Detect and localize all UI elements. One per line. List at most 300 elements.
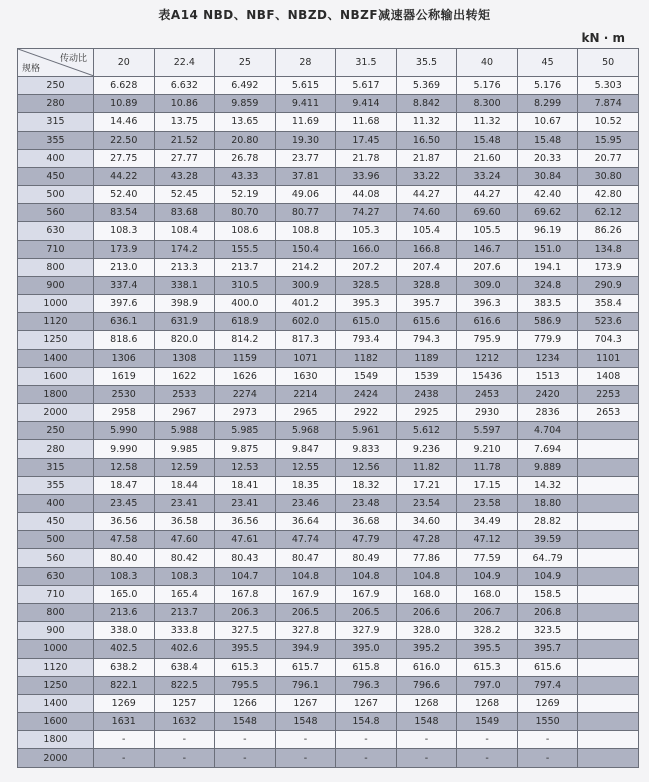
torque-cell: 10.67	[517, 113, 578, 131]
size-cell: 355	[18, 476, 94, 494]
torque-cell: -	[336, 749, 397, 768]
torque-cell: 27.77	[154, 149, 215, 167]
torque-cell: 47.28	[396, 531, 457, 549]
torque-cell	[578, 476, 639, 494]
torque-cell: 10.89	[94, 95, 155, 113]
torque-cell: 1269	[517, 694, 578, 712]
torque-cell: 105.5	[457, 222, 518, 240]
table-row	[18, 549, 639, 567]
torque-cell: 1622	[154, 367, 215, 385]
torque-cell: 47.74	[275, 531, 336, 549]
torque-cell: 213.7	[154, 603, 215, 621]
torque-cell: 394.9	[275, 640, 336, 658]
size-cell: 280	[18, 95, 94, 113]
size-axis-label: 规格	[22, 64, 41, 74]
torque-cell: 21.60	[457, 149, 518, 167]
torque-cell: 69.62	[517, 204, 578, 222]
torque-cell: 104.9	[517, 567, 578, 585]
torque-cell: 5.961	[336, 422, 397, 440]
torque-cell: 12.55	[275, 458, 336, 476]
torque-cell: 11.82	[396, 458, 457, 476]
torque-cell	[578, 658, 639, 676]
torque-cell: 23.41	[154, 494, 215, 512]
torque-cell: 602.0	[275, 313, 336, 331]
torque-cell: 9.985	[154, 440, 215, 458]
torque-cell: 44.27	[396, 186, 457, 204]
torque-cell: 2922	[336, 404, 397, 422]
size-cell: 900	[18, 276, 94, 294]
table-row	[18, 658, 639, 676]
size-cell: 710	[18, 240, 94, 258]
ratio-header: 20	[94, 49, 155, 77]
torque-cell: -	[457, 731, 518, 749]
torque-cell: 797.4	[517, 676, 578, 694]
torque-cell: 4.704	[517, 422, 578, 440]
torque-cell: 34.60	[396, 513, 457, 531]
torque-cell: 395.7	[396, 295, 457, 313]
torque-cell: 12.58	[94, 458, 155, 476]
torque-cell: 5.617	[336, 77, 397, 95]
size-cell: 500	[18, 531, 94, 549]
torque-cell: 104.9	[457, 567, 518, 585]
torque-cell: 86.26	[578, 222, 639, 240]
torque-cell: 19.30	[275, 131, 336, 149]
torque-cell: 207.4	[396, 258, 457, 276]
torque-cell: 615.7	[275, 658, 336, 676]
torque-cell: 383.5	[517, 295, 578, 313]
torque-cell	[578, 440, 639, 458]
torque-cell: 213.7	[215, 258, 276, 276]
torque-cell: 18.80	[517, 494, 578, 512]
torque-table	[17, 48, 639, 768]
torque-cell: 213.6	[94, 603, 155, 621]
torque-cell: 206.3	[215, 603, 276, 621]
table-row	[18, 694, 639, 712]
size-cell: 1600	[18, 367, 94, 385]
size-cell: 800	[18, 258, 94, 276]
torque-cell: 108.8	[275, 222, 336, 240]
torque-cell: 9.859	[215, 95, 276, 113]
torque-cell: 793.4	[336, 331, 397, 349]
torque-cell: 80.40	[94, 549, 155, 567]
torque-cell: 11.32	[457, 113, 518, 131]
torque-cell: -	[154, 749, 215, 768]
torque-cell: 36.56	[215, 513, 276, 531]
size-cell: 560	[18, 204, 94, 222]
size-cell: 1600	[18, 713, 94, 731]
ratio-axis-label: 传动比	[59, 54, 87, 64]
table-title: 表A14 NBD、NBF、NBZD、NBZF减速器公称输出转矩	[158, 8, 491, 22]
torque-cell: 8.299	[517, 95, 578, 113]
torque-cell: -	[94, 731, 155, 749]
table-row	[18, 640, 639, 658]
torque-cell: 2438	[396, 385, 457, 403]
torque-cell: 402.6	[154, 640, 215, 658]
torque-cell: 1548	[396, 713, 457, 731]
torque-cell: 7.694	[517, 440, 578, 458]
torque-cell: 615.6	[517, 658, 578, 676]
table-row	[18, 476, 639, 494]
torque-cell: 8.842	[396, 95, 457, 113]
torque-cell: 817.3	[275, 331, 336, 349]
torque-cell: 820.0	[154, 331, 215, 349]
torque-cell: 1631	[94, 713, 155, 731]
torque-cell: 324.8	[517, 276, 578, 294]
torque-cell: 9.210	[457, 440, 518, 458]
torque-cell: 618.9	[215, 313, 276, 331]
torque-cell: 615.0	[336, 313, 397, 331]
torque-cell: 44.22	[94, 167, 155, 185]
torque-cell: -	[517, 749, 578, 768]
torque-cell: -	[396, 749, 457, 768]
torque-cell: 1182	[336, 349, 397, 367]
torque-cell: 146.7	[457, 240, 518, 258]
torque-cell: 213.3	[154, 258, 215, 276]
torque-cell: 300.9	[275, 276, 336, 294]
size-cell: 1000	[18, 295, 94, 313]
torque-cell: 615.8	[336, 658, 397, 676]
torque-cell: 108.4	[154, 222, 215, 240]
torque-cell: 1268	[457, 694, 518, 712]
torque-cell: 23.46	[275, 494, 336, 512]
corner-header	[18, 49, 94, 77]
torque-cell: 9.833	[336, 440, 397, 458]
torque-cell: 822.5	[154, 676, 215, 694]
torque-cell: 12.59	[154, 458, 215, 476]
size-cell: 630	[18, 222, 94, 240]
size-cell: 400	[18, 494, 94, 512]
torque-cell: 796.3	[336, 676, 397, 694]
table-row	[18, 385, 639, 403]
torque-cell: 43.33	[215, 167, 276, 185]
torque-cell: 5.615	[275, 77, 336, 95]
torque-cell: 1306	[94, 349, 155, 367]
torque-cell: 21.78	[336, 149, 397, 167]
torque-cell: 105.3	[336, 222, 397, 240]
torque-cell: 44.27	[457, 186, 518, 204]
torque-cell: 36.56	[94, 513, 155, 531]
torque-cell: 5.612	[396, 422, 457, 440]
size-cell: 315	[18, 113, 94, 131]
torque-cell: 18.35	[275, 476, 336, 494]
torque-cell: 37.81	[275, 167, 336, 185]
torque-cell: 33.24	[457, 167, 518, 185]
torque-cell: 104.8	[275, 567, 336, 585]
torque-cell: 36.58	[154, 513, 215, 531]
torque-cell: -	[275, 749, 336, 768]
torque-cell: 23.41	[215, 494, 276, 512]
torque-cell: 108.3	[94, 567, 155, 585]
torque-cell	[578, 585, 639, 603]
torque-cell: 2530	[94, 385, 155, 403]
torque-cell: 5.990	[94, 422, 155, 440]
torque-cell: 30.84	[517, 167, 578, 185]
torque-cell: 822.1	[94, 676, 155, 694]
torque-cell: 206.5	[275, 603, 336, 621]
torque-cell: 207.6	[457, 258, 518, 276]
torque-cell: 9.875	[215, 440, 276, 458]
torque-cell: 80.70	[215, 204, 276, 222]
torque-cell: 194.1	[517, 258, 578, 276]
table-row	[18, 131, 639, 149]
torque-cell: 173.9	[94, 240, 155, 258]
torque-cell: 1408	[578, 367, 639, 385]
torque-cell: 20.80	[215, 131, 276, 149]
torque-cell: 395.5	[457, 640, 518, 658]
ratio-header: 31.5	[336, 49, 397, 77]
torque-cell: 11.78	[457, 458, 518, 476]
torque-cell: 638.2	[94, 658, 155, 676]
torque-cell: 11.68	[336, 113, 397, 131]
size-cell: 710	[18, 585, 94, 603]
torque-cell: 34.49	[457, 513, 518, 531]
torque-cell: 396.3	[457, 295, 518, 313]
size-cell: 1120	[18, 658, 94, 676]
torque-cell: 9.889	[517, 458, 578, 476]
torque-cell: 13.75	[154, 113, 215, 131]
torque-cell: 2253	[578, 385, 639, 403]
torque-cell: 74.60	[396, 204, 457, 222]
torque-cell	[578, 494, 639, 512]
torque-cell: 1630	[275, 367, 336, 385]
torque-cell: 615.6	[396, 313, 457, 331]
torque-cell: 206.7	[457, 603, 518, 621]
torque-cell: 2214	[275, 385, 336, 403]
torque-cell: 631.9	[154, 313, 215, 331]
torque-cell: 9.847	[275, 440, 336, 458]
torque-cell: 80.77	[275, 204, 336, 222]
torque-cell: 1189	[396, 349, 457, 367]
table-row	[18, 404, 639, 422]
torque-cell: 83.54	[94, 204, 155, 222]
torque-cell: 10.86	[154, 95, 215, 113]
table-row	[18, 349, 639, 367]
torque-cell: 1267	[275, 694, 336, 712]
size-cell: 900	[18, 622, 94, 640]
torque-cell: 9.236	[396, 440, 457, 458]
torque-cell: 2965	[275, 404, 336, 422]
torque-cell: 1101	[578, 349, 639, 367]
size-cell: 2000	[18, 749, 94, 768]
torque-cell: 206.5	[336, 603, 397, 621]
torque-cell: 795.9	[457, 331, 518, 349]
torque-cell	[578, 567, 639, 585]
torque-cell: 36.68	[336, 513, 397, 531]
torque-cell: 2453	[457, 385, 518, 403]
torque-cell: 797.0	[457, 676, 518, 694]
torque-cell: 23.45	[94, 494, 155, 512]
table-row	[18, 749, 639, 768]
torque-cell: 11.69	[275, 113, 336, 131]
torque-cell: 616.6	[457, 313, 518, 331]
torque-cell: 5.303	[578, 77, 639, 95]
torque-cell: 167.8	[215, 585, 276, 603]
torque-cell: 795.5	[215, 676, 276, 694]
torque-cell: 12.56	[336, 458, 397, 476]
ratio-header: 40	[457, 49, 518, 77]
torque-cell: 1549	[457, 713, 518, 731]
torque-cell: 213.0	[94, 258, 155, 276]
table-row	[18, 186, 639, 204]
torque-cell: 168.0	[396, 585, 457, 603]
table-row	[18, 204, 639, 222]
torque-cell: 33.96	[336, 167, 397, 185]
torque-cell: 1212	[457, 349, 518, 367]
torque-cell: 39.59	[517, 531, 578, 549]
torque-cell: 523.6	[578, 313, 639, 331]
torque-cell: 18.41	[215, 476, 276, 494]
torque-cell	[578, 422, 639, 440]
torque-cell: 52.40	[94, 186, 155, 204]
torque-cell: 155.5	[215, 240, 276, 258]
torque-cell: 328.5	[336, 276, 397, 294]
size-cell: 1400	[18, 349, 94, 367]
torque-cell: 134.8	[578, 240, 639, 258]
torque-cell: 1539	[396, 367, 457, 385]
torque-cell: 165.4	[154, 585, 215, 603]
table-row	[18, 494, 639, 512]
torque-cell	[578, 603, 639, 621]
table-row	[18, 513, 639, 531]
size-cell: 2000	[18, 404, 94, 422]
torque-cell: 338.0	[94, 622, 155, 640]
torque-cell: 2930	[457, 404, 518, 422]
torque-cell: 64..79	[517, 549, 578, 567]
torque-cell: 47.79	[336, 531, 397, 549]
unit-label: kN · m	[581, 31, 625, 45]
size-cell: 250	[18, 77, 94, 95]
torque-cell: 636.1	[94, 313, 155, 331]
torque-cell: 338.1	[154, 276, 215, 294]
torque-cell: 154.8	[336, 713, 397, 731]
torque-cell: 23.48	[336, 494, 397, 512]
torque-cell: 310.5	[215, 276, 276, 294]
torque-cell: 814.2	[215, 331, 276, 349]
torque-cell: 80.43	[215, 549, 276, 567]
torque-cell: 9.414	[336, 95, 397, 113]
torque-cell: 168.0	[457, 585, 518, 603]
torque-cell: 206.6	[396, 603, 457, 621]
torque-cell: 166.0	[336, 240, 397, 258]
torque-cell: 44.08	[336, 186, 397, 204]
torque-cell: 8.300	[457, 95, 518, 113]
table-row	[18, 531, 639, 549]
ratio-header: 28	[275, 49, 336, 77]
torque-cell: 5.176	[457, 77, 518, 95]
torque-cell: 80.47	[275, 549, 336, 567]
torque-cell: 400.0	[215, 295, 276, 313]
torque-cell: 615.3	[457, 658, 518, 676]
torque-cell: 17.15	[457, 476, 518, 494]
torque-cell: 11.32	[396, 113, 457, 131]
table-row	[18, 95, 639, 113]
torque-cell: 108.3	[154, 567, 215, 585]
torque-cell: -	[275, 731, 336, 749]
torque-cell: 207.2	[336, 258, 397, 276]
torque-cell: 16.50	[396, 131, 457, 149]
size-cell: 500	[18, 186, 94, 204]
table-row	[18, 458, 639, 476]
torque-cell: 5.988	[154, 422, 215, 440]
torque-cell: 15.48	[517, 131, 578, 149]
torque-cell: 6.632	[154, 77, 215, 95]
table-row	[18, 567, 639, 585]
torque-cell: 1550	[517, 713, 578, 731]
torque-cell: 586.9	[517, 313, 578, 331]
torque-cell: 1548	[215, 713, 276, 731]
table-row	[18, 167, 639, 185]
table-row	[18, 77, 639, 95]
table-row	[18, 313, 639, 331]
torque-cell: 104.8	[336, 567, 397, 585]
torque-cell: 173.9	[578, 258, 639, 276]
torque-cell: 2274	[215, 385, 276, 403]
size-cell: 450	[18, 167, 94, 185]
torque-cell: 158.5	[517, 585, 578, 603]
torque-cell: 27.75	[94, 149, 155, 167]
torque-cell: 5.985	[215, 422, 276, 440]
torque-cell: 166.8	[396, 240, 457, 258]
torque-cell: 328.8	[396, 276, 457, 294]
table-row	[18, 585, 639, 603]
ratio-header: 50	[578, 49, 639, 77]
torque-cell: 7.874	[578, 95, 639, 113]
ratio-header: 22.4	[154, 49, 215, 77]
torque-cell: 62.12	[578, 204, 639, 222]
size-cell: 1400	[18, 694, 94, 712]
torque-cell: 794.3	[396, 331, 457, 349]
size-cell: 400	[18, 149, 94, 167]
size-cell: 1250	[18, 331, 94, 349]
torque-cell: 105.4	[396, 222, 457, 240]
torque-cell: 36.64	[275, 513, 336, 531]
torque-cell: 2836	[517, 404, 578, 422]
torque-cell: 23.77	[275, 149, 336, 167]
torque-cell: -	[396, 731, 457, 749]
torque-cell: 358.4	[578, 295, 639, 313]
torque-cell: 167.9	[336, 585, 397, 603]
torque-cell: 2424	[336, 385, 397, 403]
torque-cell: 104.7	[215, 567, 276, 585]
torque-cell: 80.42	[154, 549, 215, 567]
torque-cell: 638.4	[154, 658, 215, 676]
size-cell: 800	[18, 603, 94, 621]
torque-cell	[578, 622, 639, 640]
torque-cell: 12.53	[215, 458, 276, 476]
torque-cell: 214.2	[275, 258, 336, 276]
table-row	[18, 331, 639, 349]
size-cell: 1250	[18, 676, 94, 694]
header-row	[18, 49, 639, 77]
torque-cell	[578, 513, 639, 531]
ratio-header: 45	[517, 49, 578, 77]
table-row	[18, 713, 639, 731]
torque-cell: 22.50	[94, 131, 155, 149]
torque-cell: 328.0	[396, 622, 457, 640]
torque-cell: 15.95	[578, 131, 639, 149]
torque-cell: 401.2	[275, 295, 336, 313]
torque-cell: 14.32	[517, 476, 578, 494]
table-row	[18, 731, 639, 749]
torque-cell: 151.0	[517, 240, 578, 258]
torque-cell: 20.33	[517, 149, 578, 167]
torque-cell	[578, 640, 639, 658]
torque-cell: 1548	[275, 713, 336, 731]
torque-cell: 174.2	[154, 240, 215, 258]
torque-cell: 17.21	[396, 476, 457, 494]
torque-cell: 52.19	[215, 186, 276, 204]
torque-cell: 15436	[457, 367, 518, 385]
